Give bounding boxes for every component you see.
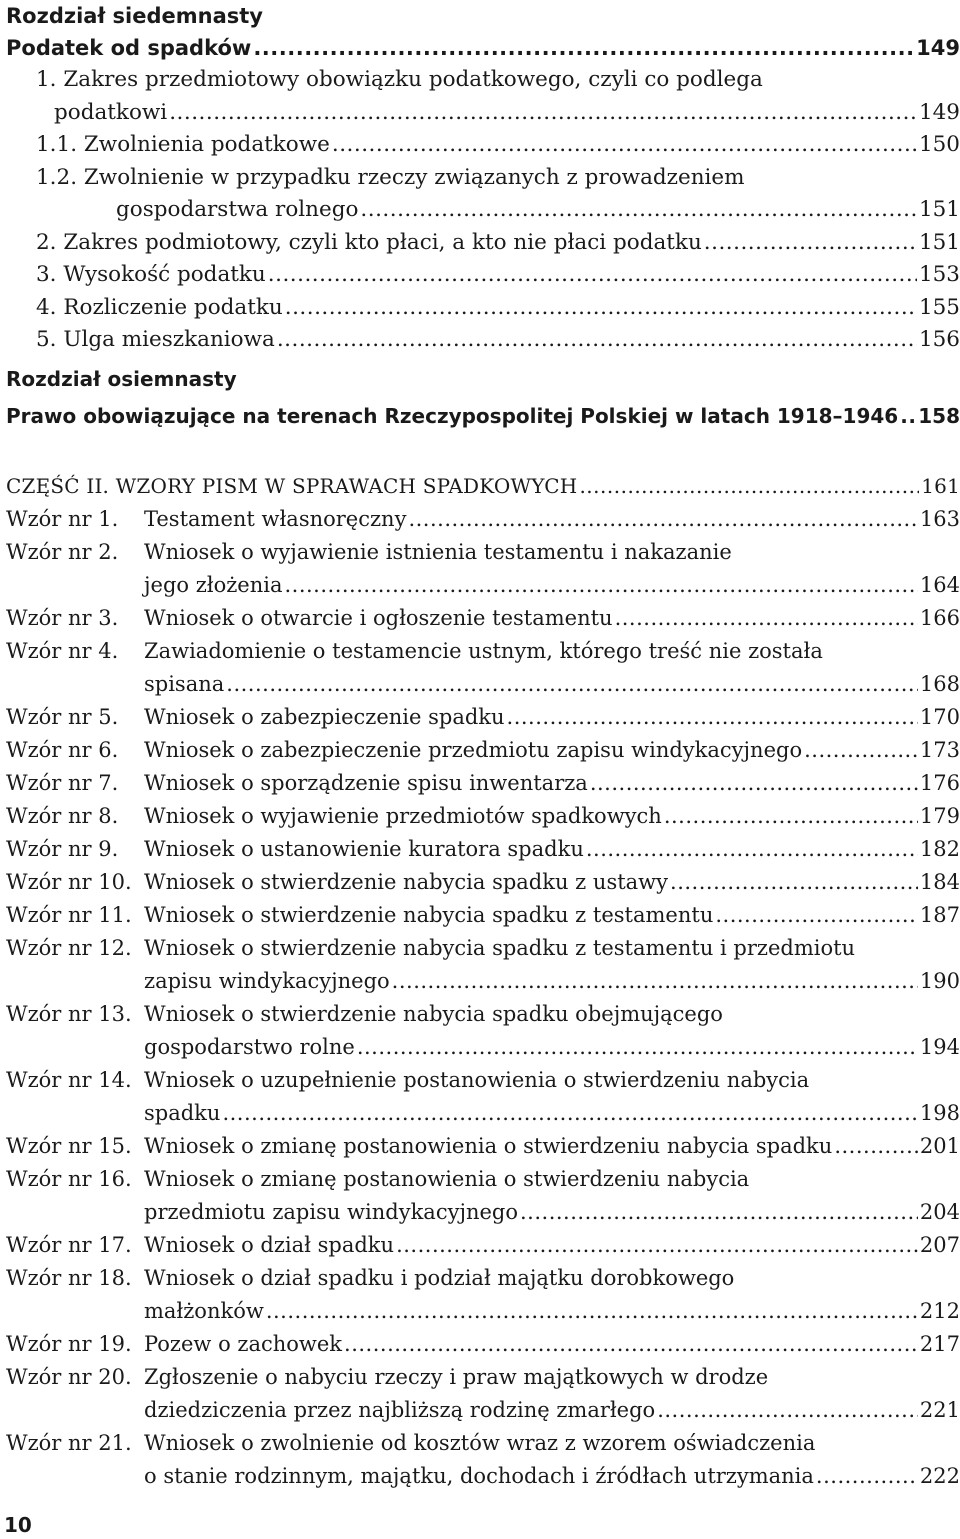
- page-ref: 201: [919, 1133, 960, 1158]
- template-title: Pozew o zachowek: [144, 1331, 343, 1356]
- template-label: Wzór nr 1.: [6, 506, 119, 531]
- entry-text: 4. Rozliczenie podatku: [36, 294, 283, 320]
- page-ref: 204: [919, 1199, 960, 1224]
- template-title: Wniosek o wyjawienie istnienia testamentu i nakazanie: [144, 539, 732, 564]
- dot-leader: [344, 1328, 918, 1361]
- template-entry: [6, 866, 960, 899]
- dot-leader: [900, 399, 916, 433]
- template-entry: [6, 1196, 960, 1229]
- page-number: 10: [4, 1513, 32, 1537]
- dot-leader: [277, 324, 917, 357]
- template-entry: [6, 965, 960, 998]
- template-title: małżonków: [144, 1298, 264, 1323]
- template-entry: [6, 1130, 960, 1163]
- template-title: Wniosek o ustanowienie kuratora spadku: [144, 836, 584, 861]
- page-ref: 156: [918, 327, 960, 352]
- entry-text: 1. Zakres przedmiotowy obowiązku podatkowego, czyli co podlega: [36, 67, 763, 92]
- dot-leader: [284, 569, 917, 602]
- template-entry: [6, 734, 960, 767]
- template-entry: [6, 668, 960, 701]
- entry-text: podatkowi: [54, 99, 168, 125]
- entry-text: 1.2. Zwolnienie w przypadku rzeczy związanych z prowadzeniem: [36, 164, 745, 190]
- page-ref: 170: [919, 704, 960, 729]
- dot-leader: [222, 1097, 917, 1130]
- template-entry: [6, 602, 960, 635]
- page-ref: 221: [919, 1397, 960, 1422]
- toc-item: [6, 64, 960, 97]
- template-entry: [6, 1295, 960, 1328]
- dot-leader: [285, 292, 917, 325]
- page-ref: 149: [916, 36, 960, 60]
- template-title: Wniosek o stwierdzenie nabycia spadku obejmującego: [144, 1001, 723, 1026]
- template-label: Wzór nr 20.: [6, 1364, 132, 1389]
- page-ref: 182: [919, 836, 960, 861]
- part-title: [6, 469, 960, 503]
- template-title: Testament własnoręczny: [144, 506, 407, 531]
- dot-leader: [360, 194, 917, 227]
- template-entry: [6, 1031, 960, 1064]
- template-title: Wniosek o dział spadku i podział majątku dorobkowego: [144, 1265, 735, 1290]
- template-entry: [6, 998, 960, 1031]
- dot-leader: [715, 899, 918, 932]
- page-ref: 168: [919, 671, 960, 696]
- page-ref: 166: [919, 605, 960, 630]
- page-ref: 184: [919, 869, 960, 894]
- template-title: Wniosek o dział spadku: [144, 1232, 395, 1257]
- template-entry: [6, 503, 960, 536]
- template-title: Zgłoszenie o nabyciu rzeczy i praw majątkowych w drodze: [144, 1364, 769, 1389]
- page-ref: 217: [919, 1331, 960, 1356]
- template-entry: [6, 1361, 960, 1394]
- template-entry: [6, 701, 960, 734]
- template-entry: [6, 1229, 960, 1262]
- page-ref: 190: [919, 968, 960, 993]
- page-ref: 179: [919, 803, 960, 828]
- page-ref: 198: [919, 1100, 960, 1125]
- page-ref: 207: [919, 1232, 960, 1257]
- entry-text: Prawo obowiązujące na terenach Rzeczypospolitej Polskiej w latach 1918–1946: [6, 403, 899, 428]
- dot-leader: [226, 668, 918, 701]
- template-label: Wzór nr 11.: [6, 902, 132, 927]
- template-label: Wzór nr 7.: [6, 770, 119, 795]
- dot-leader: [615, 602, 918, 635]
- entry-text: 5. Ulga mieszkaniowa: [36, 327, 275, 352]
- dot-leader: [357, 1031, 918, 1064]
- entry-text: Rozdział siedemnasty: [6, 4, 263, 28]
- entry-text: 1.1. Zwolnienia podatkowe: [36, 132, 330, 157]
- page-ref: 176: [919, 770, 960, 795]
- dot-leader: [704, 227, 917, 260]
- template-entry: [6, 1328, 960, 1361]
- page-ref: 194: [919, 1034, 960, 1059]
- template-entry: [6, 569, 960, 602]
- template-title: dziedziczenia przez najbliższą rodzinę zmarłego: [144, 1397, 656, 1422]
- template-label: Wzór nr 13.: [6, 1001, 132, 1026]
- template-entry: [6, 800, 960, 833]
- template-entry: [6, 1097, 960, 1130]
- template-label: Wzór nr 16.: [6, 1166, 132, 1191]
- page-ref: 163: [919, 506, 960, 531]
- entry-text: 3. Wysokość podatku: [36, 262, 266, 287]
- chapter-heading: [6, 361, 960, 397]
- template-title: Wniosek o zwolnienie od kosztów wraz z wzorem oświadczenia: [144, 1430, 816, 1455]
- template-title: Zawiadomienie o testamencie ustnym, którego treść nie została: [144, 638, 823, 663]
- template-entry: [6, 1064, 960, 1097]
- page-ref: 222: [919, 1463, 960, 1488]
- template-entry: [6, 1394, 960, 1427]
- chapter-title: [6, 32, 960, 64]
- dot-leader: [520, 1196, 918, 1229]
- entry-text: gospodarstwa rolnego: [116, 197, 359, 222]
- toc-item: [6, 259, 960, 292]
- toc-item: [6, 129, 960, 162]
- dot-leader: [579, 469, 919, 503]
- page-ref: 151: [918, 197, 960, 222]
- template-entry: [6, 1163, 960, 1196]
- template-entry: [6, 1427, 960, 1460]
- template-title: przedmiotu zapisu windykacyjnego: [144, 1199, 518, 1224]
- page-ref: 150: [918, 132, 960, 157]
- page-ref: 164: [919, 572, 960, 597]
- template-title: jego złożenia: [144, 572, 283, 597]
- entry-text: CZĘŚĆ II. WZORY PISM W SPRAWACH SPADKOWYCH: [6, 473, 578, 498]
- template-entry: [6, 536, 960, 569]
- toc-item: [6, 324, 960, 357]
- template-title: Wniosek o wyjawienie przedmiotów spadkowych: [144, 803, 662, 828]
- template-title: Wniosek o stwierdzenie nabycia spadku z testamentu i przedmiotu: [144, 935, 856, 960]
- toc-item: [6, 162, 960, 195]
- dot-leader: [586, 833, 918, 866]
- template-entry: [6, 899, 960, 932]
- dot-leader: [657, 1394, 918, 1427]
- entry-text: 2. Zakres podmiotowy, czyli kto płaci, a kto nie płaci podatku: [36, 229, 702, 255]
- toc-item: [6, 194, 960, 227]
- dot-leader: [169, 97, 917, 130]
- chapter-title: [6, 399, 960, 433]
- template-label: Wzór nr 2.: [6, 539, 119, 564]
- template-entry: [6, 1460, 960, 1493]
- template-title: Wniosek o zmianę postanowienia o stwierdzeniu nabycia: [144, 1166, 750, 1191]
- template-title: spadku: [144, 1100, 221, 1125]
- template-title: Wniosek o zabezpieczenie spadku: [144, 704, 505, 729]
- dot-leader: [332, 129, 917, 162]
- dot-leader: [396, 1229, 918, 1262]
- template-entry: [6, 932, 960, 965]
- page-ref: 153: [918, 262, 960, 287]
- template-label: Wzór nr 10.: [6, 869, 132, 894]
- dot-leader: [392, 965, 918, 998]
- template-entry: [6, 635, 960, 668]
- page-ref: 149: [918, 99, 960, 125]
- dot-leader: [507, 701, 918, 734]
- template-label: Wzór nr 3.: [6, 605, 119, 630]
- table-of-contents: [6, 0, 960, 1493]
- toc-item: [6, 97, 960, 130]
- dot-leader: [816, 1460, 918, 1493]
- template-entry: [6, 767, 960, 800]
- template-title: Wniosek o uzupełnienie postanowienia o stwierdzeniu nabycia: [144, 1067, 810, 1092]
- entry-text: Rozdział osiemnasty: [6, 366, 237, 391]
- dot-leader: [253, 32, 914, 64]
- template-title: Wniosek o zmianę postanowienia o stwierdzeniu nabycia spadku: [144, 1133, 833, 1158]
- page-ref: 173: [919, 737, 960, 762]
- chapter-heading: [6, 0, 960, 32]
- toc-item: [6, 227, 960, 260]
- page-ref: 212: [919, 1298, 960, 1323]
- toc-item: [6, 292, 960, 325]
- template-entry: [6, 1262, 960, 1295]
- template-title: Wniosek o stwierdzenie nabycia spadku z testamentu: [144, 902, 714, 927]
- template-label: Wzór nr 19.: [6, 1331, 132, 1356]
- entry-text: Podatek od spadków: [6, 36, 252, 60]
- dot-leader: [804, 734, 918, 767]
- page-ref: 187: [919, 902, 960, 927]
- template-title: spisana: [144, 671, 225, 696]
- page-ref: 155: [918, 294, 960, 320]
- page-ref: 161: [921, 473, 960, 498]
- template-label: Wzór nr 14.: [6, 1067, 132, 1092]
- template-entry: [6, 833, 960, 866]
- template-label: Wzór nr 12.: [6, 935, 132, 960]
- dot-leader: [268, 259, 917, 292]
- template-label: Wzór nr 15.: [6, 1133, 132, 1158]
- template-title: Wniosek o stwierdzenie nabycia spadku z ustawy: [144, 869, 669, 894]
- page-ref: 158: [918, 403, 960, 428]
- template-label: Wzór nr 21.: [6, 1430, 132, 1455]
- dot-leader: [590, 767, 918, 800]
- dot-leader: [834, 1130, 918, 1163]
- template-title: Wniosek o sporządzenie spisu inwentarza: [144, 770, 588, 795]
- dot-leader: [408, 503, 917, 536]
- template-label: Wzór nr 17.: [6, 1232, 132, 1257]
- template-label: Wzór nr 5.: [6, 704, 119, 729]
- template-label: Wzór nr 18.: [6, 1265, 132, 1290]
- template-title: Wniosek o zabezpieczenie przedmiotu zapisu windykacyjnego: [144, 737, 803, 762]
- page-ref: 151: [918, 229, 960, 255]
- template-label: Wzór nr 4.: [6, 638, 119, 663]
- template-title: o stanie rodzinnym, majątku, dochodach i źródłach utrzymania: [144, 1463, 814, 1488]
- template-label: Wzór nr 6.: [6, 737, 119, 762]
- template-title: zapisu windykacyjnego: [144, 968, 390, 993]
- template-label: Wzór nr 9.: [6, 836, 119, 861]
- dot-leader: [670, 866, 918, 899]
- template-title: gospodarstwo rolne: [144, 1034, 355, 1059]
- template-title: Wniosek o otwarcie i ogłoszenie testamentu: [144, 605, 613, 630]
- dot-leader: [266, 1295, 918, 1328]
- template-label: Wzór nr 8.: [6, 803, 119, 828]
- dot-leader: [664, 800, 918, 833]
